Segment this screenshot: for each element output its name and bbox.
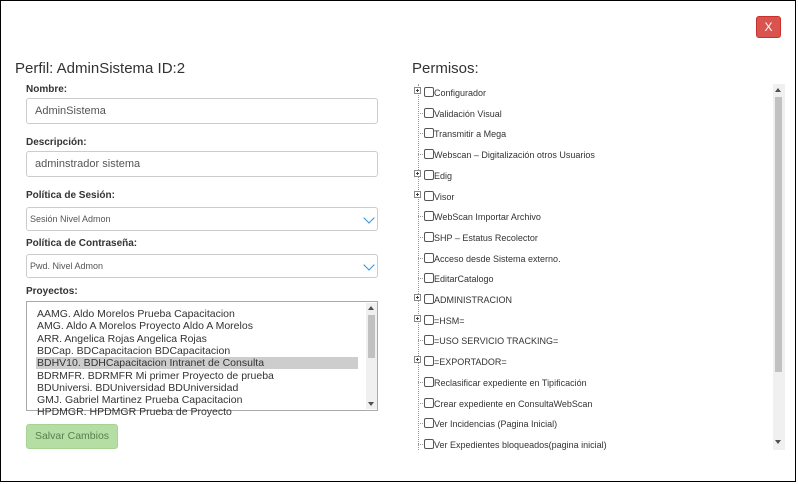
project-option[interactable]: BDCap. BDCapacitacion BDCapacitacion <box>37 344 231 357</box>
permiso-label: Transmitir a Mega <box>434 129 507 140</box>
scroll-up-arrow-icon[interactable] <box>775 88 781 92</box>
permiso-checkbox[interactable] <box>424 398 434 408</box>
proyectos-listbox[interactable] <box>26 301 378 419</box>
permiso-label: Ver Expedientes bloqueados(pagina inicial) <box>434 439 607 450</box>
permiso-label: Reclasificar expediente en Tipificación <box>434 377 587 388</box>
expand-plus-icon[interactable] <box>414 356 421 363</box>
nombre-label: Nombre: <box>26 84 68 95</box>
permiso-label: ADMINISTRACION <box>434 295 513 305</box>
politica-contrasena-select[interactable] <box>26 254 378 278</box>
permiso-item <box>412 125 767 141</box>
permiso-checkbox[interactable] <box>424 439 434 449</box>
permiso-checkbox[interactable] <box>424 418 434 428</box>
permiso-item <box>412 167 767 183</box>
expand-plus-icon[interactable] <box>414 170 421 177</box>
scroll-down-arrow-icon[interactable] <box>775 440 781 444</box>
project-option[interactable]: BDRMFR. BDRMFR Mi primer Proyecto de prueba <box>37 369 274 382</box>
permiso-item <box>412 146 767 162</box>
descripcion-input[interactable] <box>26 151 378 177</box>
permiso-label: =USO SERVICIO TRACKING= <box>434 336 559 347</box>
project-option[interactable]: AMG. Aldo A Morelos Proyecto Aldo A Morelos <box>37 320 253 333</box>
chevron-down-icon <box>363 259 374 270</box>
project-option[interactable]: BDUniversi. BDUniversidad BDUniversidad <box>37 381 239 394</box>
politica-sesion-label: Política de Sesión: <box>26 190 115 201</box>
permiso-item <box>412 353 767 369</box>
project-option[interactable]: BDHV10. BDHCapacitacion Intranet de Consulta <box>36 357 358 369</box>
permiso-label: =EXPORTADOR= <box>434 357 507 368</box>
permiso-checkbox[interactable] <box>424 356 434 366</box>
permiso-label: Edig <box>434 170 453 181</box>
expand-plus-icon[interactable] <box>414 315 421 322</box>
permisos-tree <box>412 84 785 450</box>
project-option[interactable]: ARR. Angelica Rojas Angelica Rojas <box>37 332 207 345</box>
proyectos-scrollbar[interactable] <box>366 303 377 409</box>
expand-plus-icon[interactable] <box>414 87 421 94</box>
project-option[interactable]: HPDMGR. HPDMGR Prueba de Proyecto <box>37 406 232 419</box>
permiso-item <box>412 312 767 328</box>
permiso-checkbox[interactable] <box>424 128 434 138</box>
scroll-up-arrow-icon[interactable] <box>368 306 374 310</box>
close-button[interactable]: X <box>756 16 781 38</box>
permiso-checkbox[interactable] <box>424 232 434 242</box>
permiso-item <box>412 291 767 307</box>
scroll-thumb[interactable] <box>368 315 375 358</box>
expand-plus-icon[interactable] <box>414 294 421 301</box>
permiso-item <box>412 188 767 204</box>
permiso-label: =HSM= <box>434 315 465 326</box>
permiso-checkbox[interactable] <box>424 191 434 201</box>
descripcion-label: Descripción: <box>26 137 87 148</box>
permiso-label: Configurador <box>434 88 487 98</box>
expand-plus-icon[interactable] <box>414 191 421 198</box>
permiso-item <box>412 250 767 266</box>
politica-sesion-value: Sesión Nivel Admon <box>30 214 111 224</box>
project-option[interactable]: AAMG. Aldo Morelos Prueba Capacitacion <box>37 308 235 320</box>
permiso-label: Crear expediente en ConsultaWebScan <box>434 398 593 409</box>
permiso-item <box>412 84 767 100</box>
permiso-item <box>412 332 767 348</box>
permiso-checkbox[interactable] <box>424 87 434 97</box>
permiso-item <box>412 436 767 452</box>
permiso-item <box>412 229 767 245</box>
scroll-thumb[interactable] <box>775 97 782 372</box>
scroll-down-arrow-icon[interactable] <box>368 402 374 406</box>
permiso-checkbox[interactable] <box>424 294 434 304</box>
politica-contrasena-value: Pwd. Nivel Admon <box>30 261 104 271</box>
chevron-down-icon <box>363 212 374 223</box>
permiso-checkbox[interactable] <box>424 108 434 118</box>
permiso-checkbox[interactable] <box>424 273 434 283</box>
permisos-scrollbar[interactable] <box>773 84 785 450</box>
permiso-item <box>412 374 767 390</box>
permiso-checkbox[interactable] <box>424 377 434 387</box>
profile-title: Perfil: AdminSistema ID:2 <box>15 60 186 77</box>
permiso-label: Webscan – Digitalización otros Usuarios <box>434 150 595 161</box>
permiso-label: Ver Incidencias (Pagina Inicial) <box>434 419 558 430</box>
nombre-input[interactable] <box>26 98 378 124</box>
permiso-checkbox[interactable] <box>424 253 434 263</box>
permiso-checkbox[interactable] <box>424 315 434 325</box>
permiso-checkbox[interactable] <box>424 170 434 180</box>
permiso-checkbox[interactable] <box>424 149 434 159</box>
permisos-title: Permisos: <box>412 60 479 77</box>
project-option[interactable]: GMJ. Gabriel Martinez Prueba Capacitacion <box>37 394 243 407</box>
permiso-item <box>412 395 767 411</box>
permiso-checkbox[interactable] <box>424 211 434 221</box>
permiso-item <box>412 208 767 224</box>
save-button[interactable]: Salvar Cambios <box>26 424 118 449</box>
politica-sesion-select[interactable] <box>26 207 378 231</box>
politica-contrasena-label: Política de Contraseña: <box>26 238 138 249</box>
permiso-item <box>412 415 767 431</box>
permiso-label: WebScan Importar Archivo <box>434 212 541 223</box>
permiso-label: Visor <box>434 191 455 202</box>
permiso-item <box>412 105 767 121</box>
permiso-label: Acceso desde Sistema externo. <box>434 253 561 264</box>
permiso-checkbox[interactable] <box>424 335 434 345</box>
permiso-label: SHP – Estatus Recolector <box>434 232 538 243</box>
permiso-label: EditarCatalogo <box>434 274 494 285</box>
proyectos-label: Proyectos: <box>26 286 78 297</box>
permiso-item <box>412 270 767 286</box>
permiso-label: Validación Visual <box>434 108 502 119</box>
